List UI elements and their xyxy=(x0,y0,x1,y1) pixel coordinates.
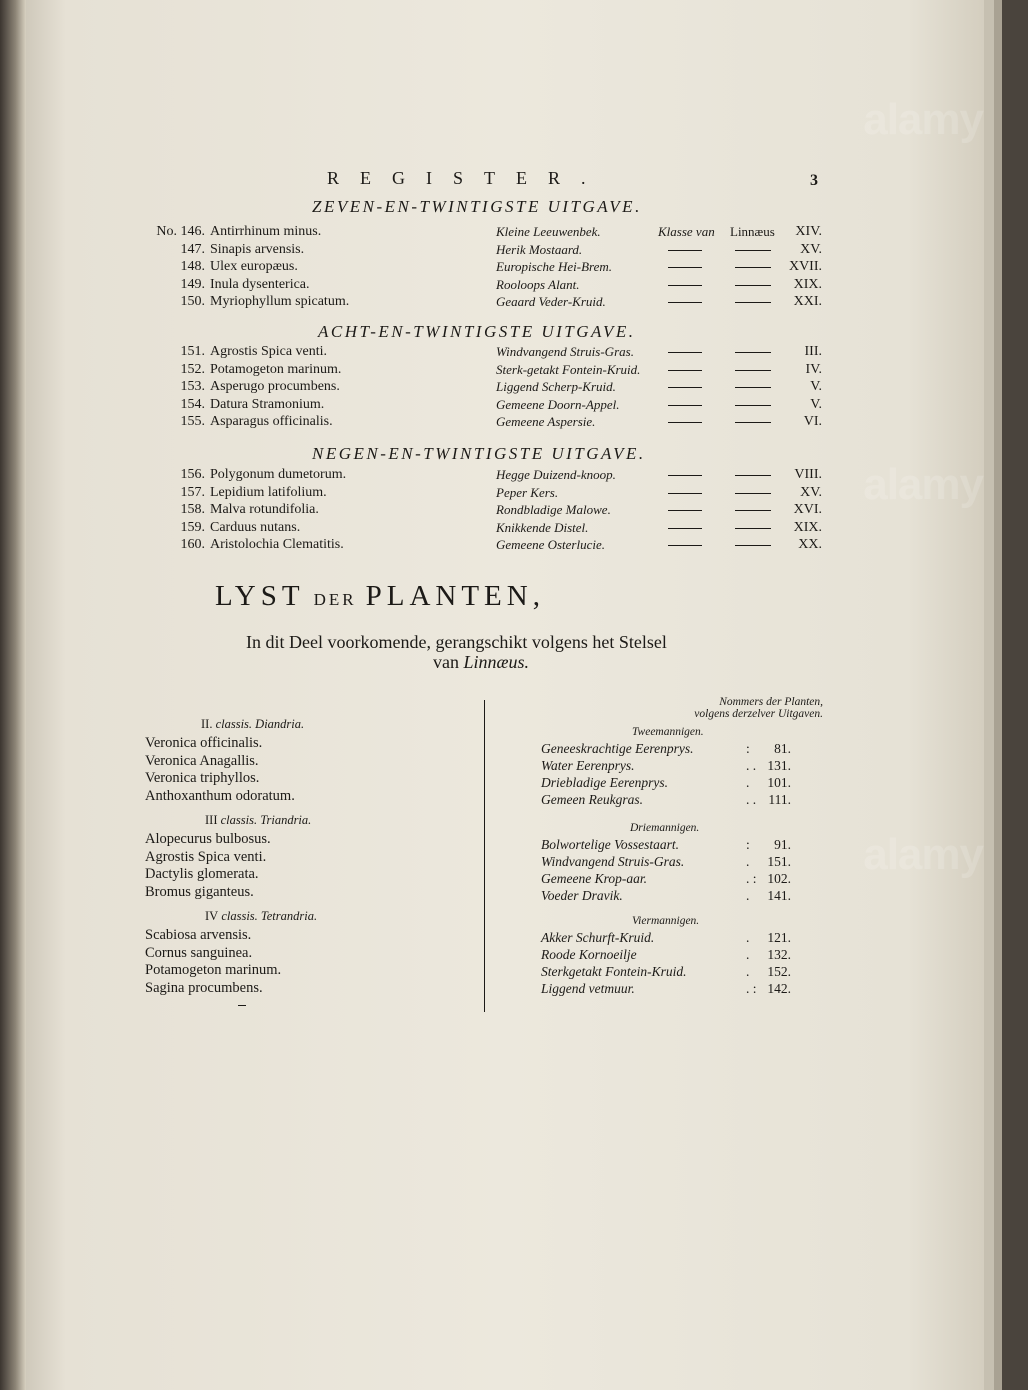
leader-dots: . xyxy=(746,930,750,945)
ditto-dash xyxy=(735,545,771,546)
dutch-plant-name: Water Eerenprys. xyxy=(541,758,635,773)
register-latin-name: Polygonum dumetorum. xyxy=(210,467,347,482)
ditto-dash xyxy=(735,405,771,406)
dutch-plant-name: Gemeen Reukgras. xyxy=(541,792,643,807)
ditto-dash xyxy=(735,475,771,476)
register-class: XVII. xyxy=(788,259,822,274)
plant-number: 141. xyxy=(767,888,791,903)
ditto-dash xyxy=(735,493,771,494)
register-row xyxy=(150,224,830,241)
page-edge-dark xyxy=(1002,0,1028,1390)
number-row xyxy=(541,741,791,758)
number-row xyxy=(541,964,791,981)
dutch-plant-name: Liggend vetmuur. xyxy=(541,981,635,996)
latin-plant: Dactylis glomerata. xyxy=(145,866,259,882)
register-latin-name: Agrostis Spica venti. xyxy=(210,344,328,359)
register-class: XIX. xyxy=(793,276,822,292)
latin-plant: Cornus sanguinea. xyxy=(145,944,253,961)
latin-plant: Veronica Anagallis. xyxy=(145,752,259,769)
latin-plant: Veronica triphyllos. xyxy=(145,770,260,786)
ditto-dash xyxy=(668,405,702,406)
leader-dots: . xyxy=(746,775,750,790)
ditto-dash xyxy=(668,528,702,529)
register-dutch-name: Knikkende Distel. xyxy=(496,519,589,535)
register-row xyxy=(150,485,830,502)
section-heading: NEGEN-EN-TWINTIGSTE UITGAVE. xyxy=(312,444,646,463)
list-title-left: LYST xyxy=(215,580,305,612)
register-dutch-name: Liggend Scherp-Kruid. xyxy=(496,379,616,394)
plant-number: 101. xyxy=(767,775,791,790)
class-heading xyxy=(201,717,304,732)
list-subtitle-name: Linnæus. xyxy=(463,652,530,672)
register-latin-name: Potamogeton marinum. xyxy=(210,361,342,377)
dutch-plant-name: Windvangend Struis-Gras. xyxy=(541,854,685,869)
leader-dots: . : xyxy=(746,871,757,886)
register-number: 157. xyxy=(180,484,205,500)
ditto-dash xyxy=(668,285,702,286)
ditto-dash xyxy=(668,250,702,251)
ditto-dash xyxy=(668,493,702,494)
dutch-plant-name: Gemeene Krop-aar. xyxy=(541,871,647,886)
list-title xyxy=(215,580,545,613)
dutch-plant-name: Driebladige Eerenprys. xyxy=(541,775,668,790)
plant-number: 81. xyxy=(774,741,791,756)
dutch-plant-name: Bolwortelige Vossestaart. xyxy=(541,837,679,852)
leader-dots: . xyxy=(746,888,750,903)
register-row xyxy=(150,397,830,414)
plant-number: 142. xyxy=(767,981,791,996)
register-number: 154. xyxy=(180,396,205,412)
ditto-dash xyxy=(735,528,771,529)
ditto-dash xyxy=(735,370,771,371)
end-mark xyxy=(238,1005,246,1006)
register-number: 155. xyxy=(180,414,205,429)
register-latin-name: Asperugo procumbens. xyxy=(210,379,340,394)
register-number: 159. xyxy=(180,519,205,535)
leader-dots: . xyxy=(746,854,750,869)
register-title: REGISTER. xyxy=(327,168,607,188)
register-row xyxy=(150,502,830,519)
number-row xyxy=(541,792,791,809)
register-number: 156. xyxy=(180,467,205,482)
number-row xyxy=(541,930,791,947)
register-row xyxy=(150,520,830,537)
class-number: IV xyxy=(205,909,219,923)
leader-dots: . xyxy=(746,947,750,962)
register-row xyxy=(150,259,830,276)
list-title-mid: DER xyxy=(313,590,357,609)
register-dutch-name: Gemeene Doorn-Appel. xyxy=(496,396,620,412)
register-class: III. xyxy=(804,344,822,359)
register-number: 150. xyxy=(180,294,205,309)
dutch-plant-name: Geneeskrachtige Eerenprys. xyxy=(541,741,694,756)
leader-dots: . . xyxy=(746,758,757,773)
register-latin-name: Datura Stramonium. xyxy=(210,396,325,412)
ditto-dash xyxy=(668,352,702,353)
register-dutch-name: Herik Mostaard. xyxy=(496,241,583,257)
numbers-header-line1: Nommers der Planten, xyxy=(719,696,823,708)
register-dutch-name: Sterk-getakt Fontein-Kruid. xyxy=(496,361,641,377)
register-class: XX. xyxy=(798,537,822,552)
list-subtitle-line2 xyxy=(433,652,529,673)
class-heading xyxy=(205,909,317,924)
leader-dots: : xyxy=(746,837,750,852)
number-row xyxy=(541,758,791,775)
register-row xyxy=(150,344,830,361)
class-word: classis. xyxy=(221,909,258,923)
number-row xyxy=(541,775,791,792)
register-dutch-name: Windvangend Struis-Gras. xyxy=(496,344,634,359)
plant-number: 151. xyxy=(767,854,791,869)
ditto-dash xyxy=(668,475,702,476)
register-row xyxy=(150,242,830,259)
register-class: XV. xyxy=(800,241,822,257)
ditto-dash xyxy=(668,510,702,511)
register-latin-name: Sinapis arvensis. xyxy=(210,241,305,257)
plant-number: 102. xyxy=(767,871,791,886)
group-heading: Viermannigen. xyxy=(632,915,700,927)
register-number: 148. xyxy=(180,259,205,274)
register-latin-name: Lepidium latifolium. xyxy=(210,484,327,500)
latin-plant: Alopecurus bulbosus. xyxy=(145,831,271,847)
latin-plant: Scabiosa arvensis. xyxy=(145,927,252,943)
page-edge xyxy=(984,0,994,1390)
number-row xyxy=(541,854,791,871)
ditto-dash xyxy=(668,267,702,268)
register-dutch-name: Gemeene Osterlucie. xyxy=(496,537,606,552)
register-number: 158. xyxy=(180,502,205,517)
register-row xyxy=(150,294,830,311)
register-number: 149. xyxy=(180,276,205,292)
number-row xyxy=(541,837,791,854)
section-heading: ZEVEN-EN-TWINTIGSTE UITGAVE. xyxy=(312,197,642,216)
class-number: III xyxy=(205,813,218,827)
register-dutch-name: Geaard Veder-Kruid. xyxy=(496,294,606,309)
number-row xyxy=(541,871,791,888)
ditto-dash xyxy=(735,267,771,268)
dutch-plant-name: Akker Schurft-Kruid. xyxy=(541,930,655,945)
register-row xyxy=(150,467,830,484)
page-edge xyxy=(994,0,1002,1390)
number-row xyxy=(541,947,791,964)
column-divider xyxy=(484,700,485,1012)
latin-plant: Potamogeton marinum. xyxy=(145,962,282,978)
register-class: XIV. xyxy=(795,224,822,239)
register-latin-name: Antirrhinum minus. xyxy=(210,224,322,239)
binding-shadow xyxy=(0,0,26,1390)
leader-dots: . : xyxy=(746,981,757,996)
ditto-dash xyxy=(735,285,771,286)
latin-plant: Sagina procumbens. xyxy=(145,979,263,996)
latin-plant: Veronica officinalis. xyxy=(145,735,263,751)
ditto-dash xyxy=(668,387,702,388)
ditto-dash xyxy=(668,422,702,423)
register-row xyxy=(150,537,830,554)
latin-plant: Anthoxanthum odoratum. xyxy=(145,787,295,804)
linnaeus-label: Linnæus xyxy=(730,224,775,239)
register-dutch-name: Rondbladige Malowe. xyxy=(496,502,611,517)
ditto-dash xyxy=(735,422,771,423)
numbers-header xyxy=(694,696,823,720)
register-latin-name: Carduus nutans. xyxy=(210,519,301,535)
dutch-plant-name: Voeder Dravik. xyxy=(541,888,623,903)
register-row xyxy=(150,414,830,431)
register-number: 151. xyxy=(180,344,205,359)
list-subtitle-prefix: van xyxy=(433,652,459,672)
class-name: Diandria. xyxy=(255,717,305,731)
register-number: No. 146. xyxy=(156,224,205,239)
latin-plant: Agrostis Spica venti. xyxy=(145,848,267,865)
class-heading xyxy=(205,813,311,828)
watermark-logo: alamy xyxy=(863,95,983,144)
ditto-dash xyxy=(668,370,702,371)
plant-number: 132. xyxy=(767,947,791,962)
register-class: VIII. xyxy=(794,467,822,482)
register-dutch-name: Europische Hei-Brem. xyxy=(496,259,613,274)
register-class: XV. xyxy=(800,484,822,500)
list-title-right: PLANTEN, xyxy=(365,580,545,612)
register-number: 160. xyxy=(180,537,205,552)
group-heading: Tweemannigen. xyxy=(632,726,704,738)
register-row xyxy=(150,379,830,396)
register-dutch-name: Gemeene Aspersie. xyxy=(496,414,596,429)
dutch-plant-name: Sterkgetakt Fontein-Kruid. xyxy=(541,964,687,979)
numbers-header-line2: volgens derzelver Uitgaven. xyxy=(694,708,823,720)
register-class: IV. xyxy=(805,361,822,377)
register-dutch-name: Rooloops Alant. xyxy=(496,276,580,292)
plant-number: 111. xyxy=(768,792,791,807)
leader-dots: . xyxy=(746,964,750,979)
plant-number: 91. xyxy=(774,837,791,852)
register-number: 153. xyxy=(180,379,205,394)
leader-dots: : xyxy=(746,741,750,756)
page-number: 3 xyxy=(810,172,818,189)
register-dutch-name: Peper Kers. xyxy=(496,484,559,500)
number-row xyxy=(541,888,791,905)
ditto-dash xyxy=(735,302,771,303)
register-latin-name: Ulex europæus. xyxy=(210,259,298,274)
list-subtitle: In dit Deel voorkomende, gerangschikt volgens het Stelsel xyxy=(246,632,667,652)
number-row xyxy=(541,981,791,998)
register-dutch-name: Hegge Duizend-knoop. xyxy=(496,467,616,482)
ditto-dash xyxy=(668,302,702,303)
plant-number: 131. xyxy=(767,758,791,773)
register-number: 147. xyxy=(180,241,205,257)
ditto-dash xyxy=(735,250,771,251)
register-latin-name: Inula dysenterica. xyxy=(210,276,310,292)
register-latin-name: Myriophyllum spicatum. xyxy=(210,294,350,309)
leader-dots: . . xyxy=(746,792,757,807)
register-class: VI. xyxy=(803,414,822,429)
class-word: classis. xyxy=(220,813,258,827)
plant-number: 152. xyxy=(767,964,791,979)
register-class: V. xyxy=(810,396,822,412)
section-heading: ACHT-EN-TWINTIGSTE UITGAVE. xyxy=(318,322,636,341)
klasse-label: Klasse van xyxy=(658,224,715,239)
latin-plant: Bromus giganteus. xyxy=(145,883,254,900)
ditto-dash xyxy=(735,510,771,511)
dutch-plant-name: Roode Kornoeilje xyxy=(541,947,637,962)
group-heading: Driemannigen. xyxy=(630,822,700,834)
ditto-dash xyxy=(735,352,771,353)
register-class: V. xyxy=(810,379,822,394)
ditto-dash xyxy=(735,387,771,388)
register-number: 152. xyxy=(180,361,205,377)
watermark-logo: alamy xyxy=(863,460,983,509)
register-latin-name: Malva rotundifolia. xyxy=(210,502,319,517)
register-latin-name: Asparagus officinalis. xyxy=(210,414,333,429)
register-dutch-name: Kleine Leeuwenbek. xyxy=(496,224,601,239)
register-class: XVI. xyxy=(793,502,822,517)
class-name: Triandria. xyxy=(260,813,312,827)
register-latin-name: Aristolochia Clematitis. xyxy=(210,537,344,552)
register-class: XXI. xyxy=(793,294,822,309)
register-class: XIX. xyxy=(793,519,822,535)
class-number: II. xyxy=(201,717,213,731)
class-word: classis. xyxy=(215,717,253,731)
class-name: Tetrandria. xyxy=(260,909,318,923)
register-row xyxy=(150,277,830,294)
plant-number: 121. xyxy=(767,930,791,945)
register-row xyxy=(150,362,830,379)
ditto-dash xyxy=(668,545,702,546)
watermark-logo: alamy xyxy=(863,830,983,879)
